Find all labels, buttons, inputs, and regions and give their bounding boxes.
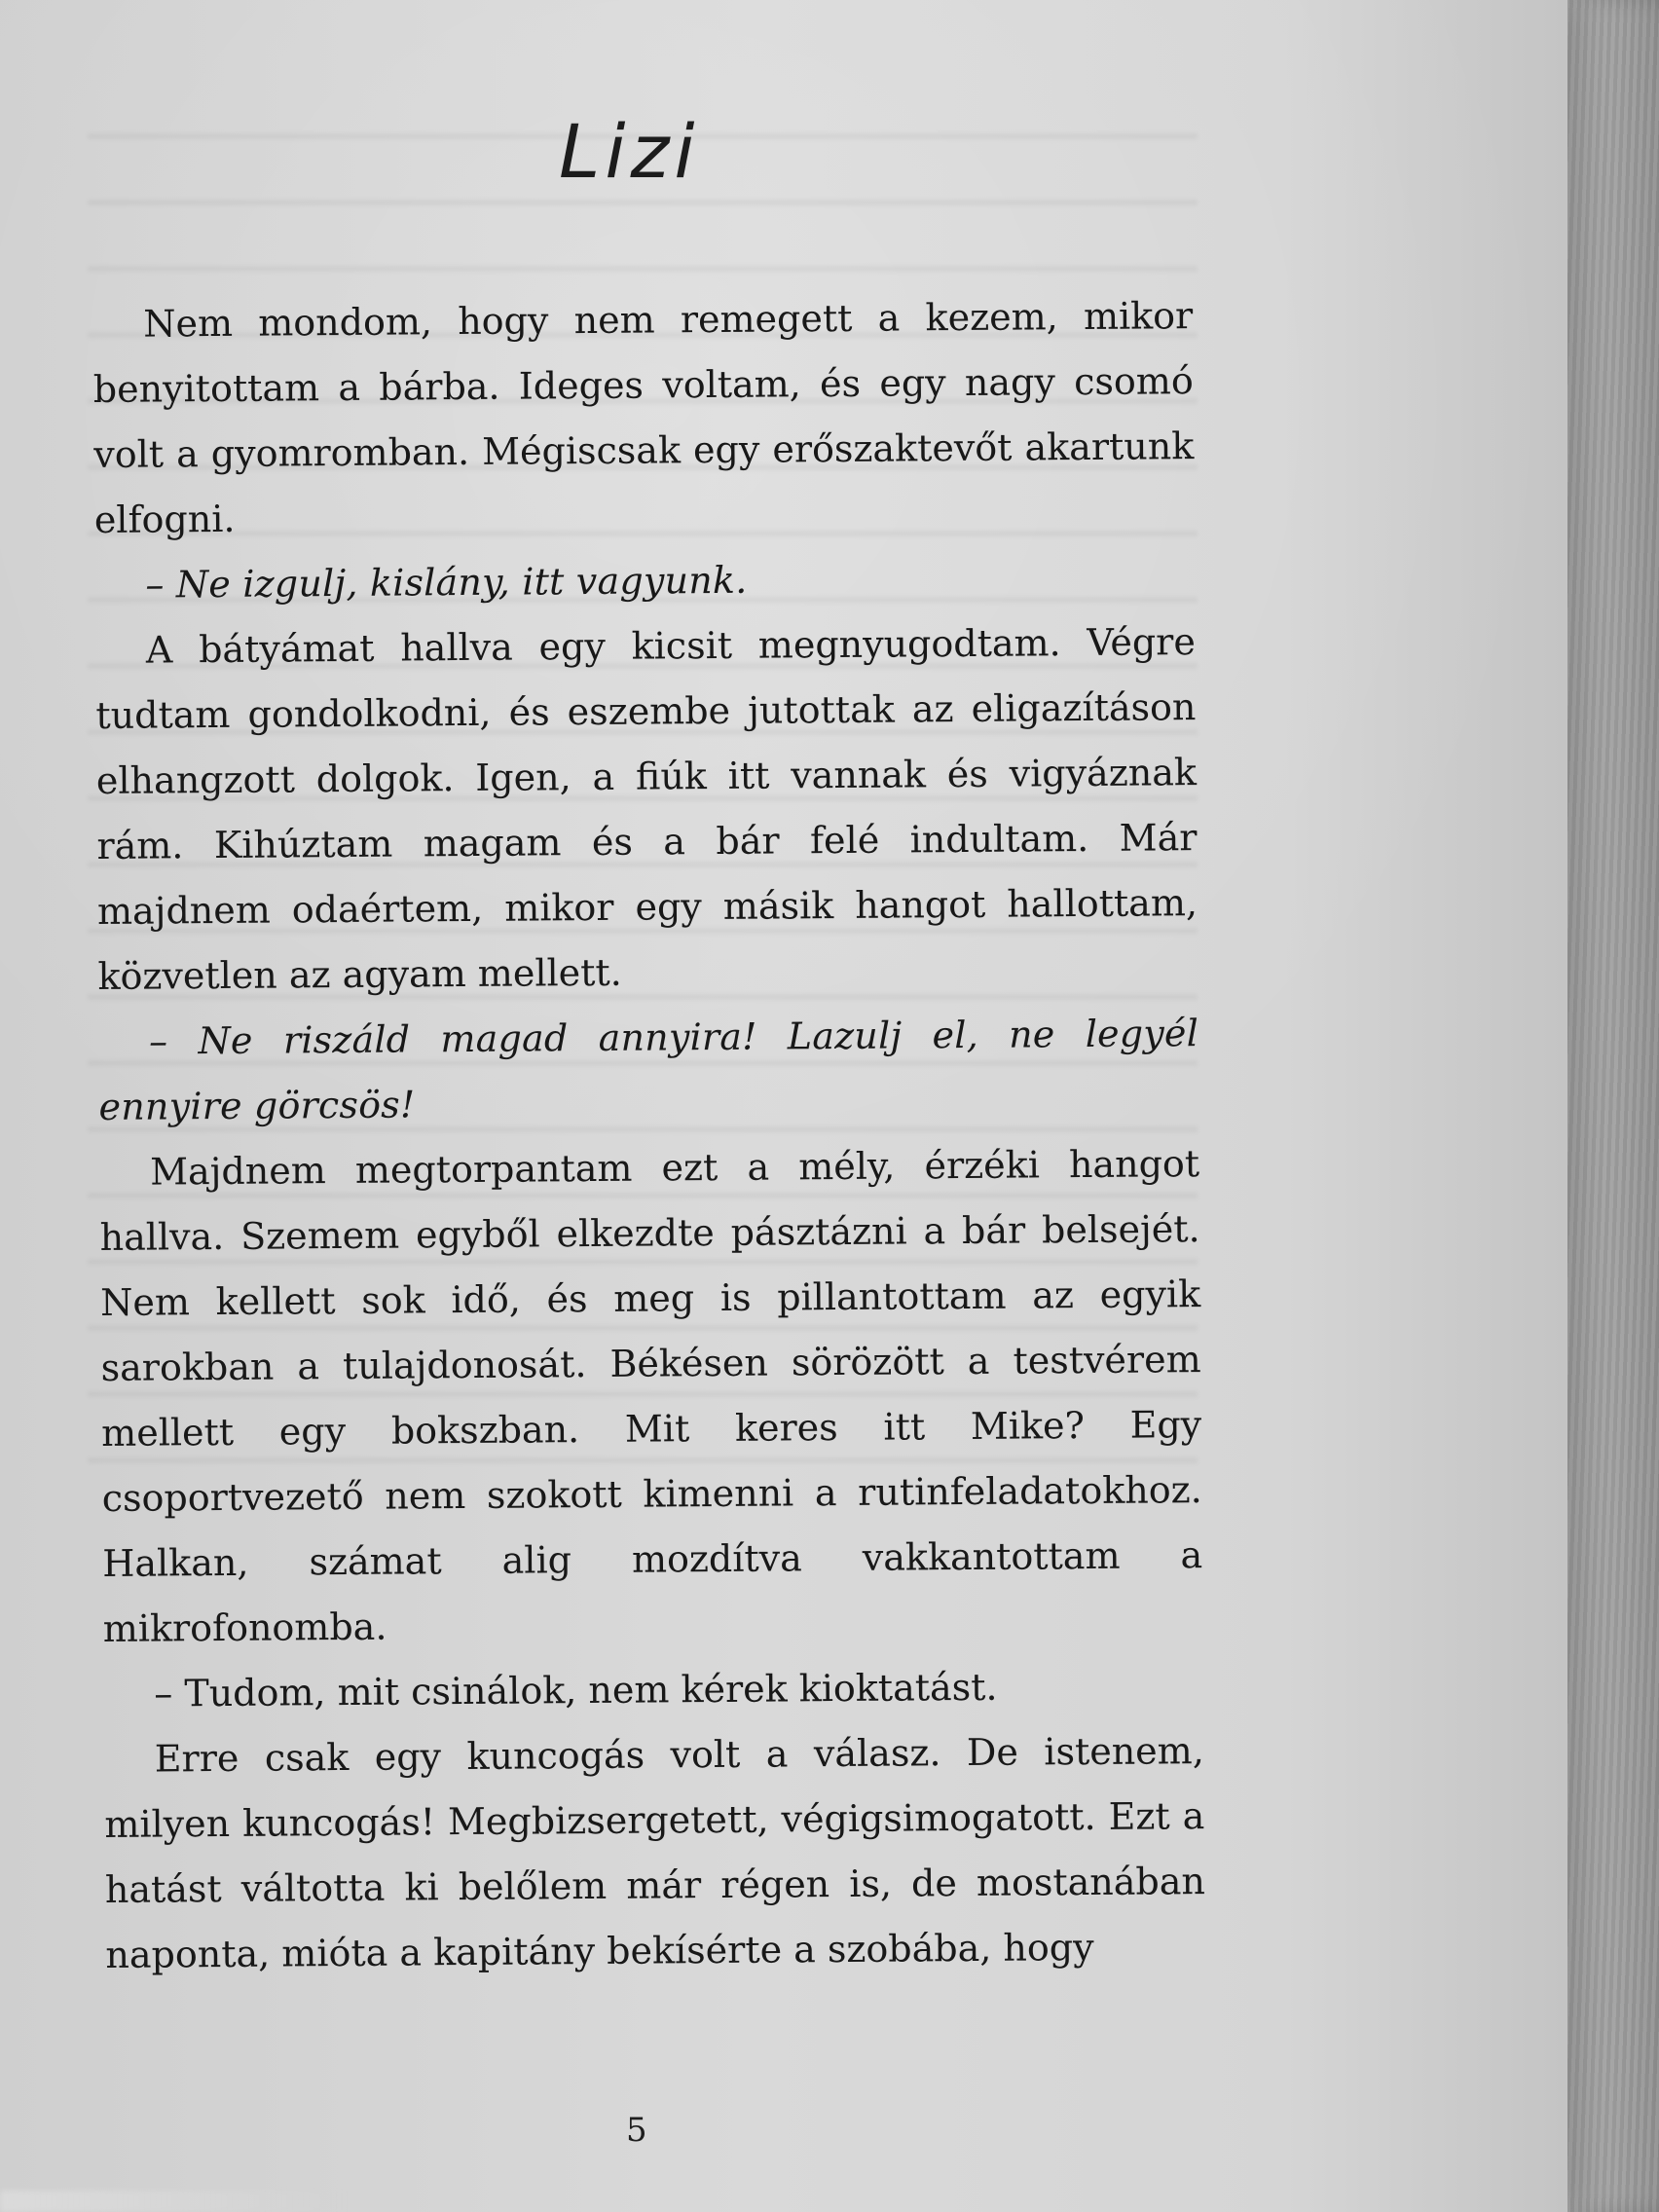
chapter-text: [92, 283, 1206, 1988]
page-number: 5: [626, 2111, 647, 2150]
paragraph-3: Majdnem megtorpantam ezt a mély, érzéki hangot hallva. Szemem egyből elkezdte pásztázni a bár belsejét. Nem kellett sok idő, és meg is pillantottam az egyik sarokban a tulajdonosát. Békésen sörözött a testvérem mellett egy bokszban. Mit keres itt Mike? Egy csoportvezető nem szokott kimenni a rutinfeladatokhoz. Halkan, számat alig mozdítva vakkantottam a mikrofonomba.: [99, 1142, 1203, 1650]
paragraph-1: Nem mondom, hogy nem remegett a kezem, mikor benyitottam a bárba. Ideges voltam, és egy nagy csomó volt a gyomromban. Mégiscsak egy erőszaktevőt akartunk elfogni.: [92, 294, 1195, 541]
paragraph-4: Erre csak egy kuncogás volt a válasz. De istenem, milyen kuncogás! Megbizsergetett, végigsimogatott. Ezt a hatást váltotta ki belőlem már régen is, de mostanában naponta, mióta a kapitány bekísérte a szobába, hogy: [104, 1729, 1206, 1976]
paragraph-2: A bátyámat hallva egy kicsit megnyugodtam. Végre tudtam gondolkodni, és eszembe jutottak az eligazításon elhangzott dolgok. Igen, a fiúk itt vannak és vigyáznak rám. Kihúztam magam és a bár felé indultam. Már majdnem odaértem, mikor egy másik hangot hallottam, közvetlen az agyam mellett.: [95, 620, 1198, 998]
dialogue-line-1: – Ne izgulj, kislány, itt vagyunk.: [145, 558, 748, 607]
dialogue-line-3: – Tudom, mit csinálok, nem kérek kioktatást.: [154, 1665, 998, 1715]
chapter-title: Lizi: [559, 108, 700, 195]
bottom-highlight: [0, 2191, 350, 2212]
dialogue-line-2: – Ne riszáld magad annyira! Lazulj el, ne legyél ennyire görcsös!: [98, 1012, 1199, 1128]
